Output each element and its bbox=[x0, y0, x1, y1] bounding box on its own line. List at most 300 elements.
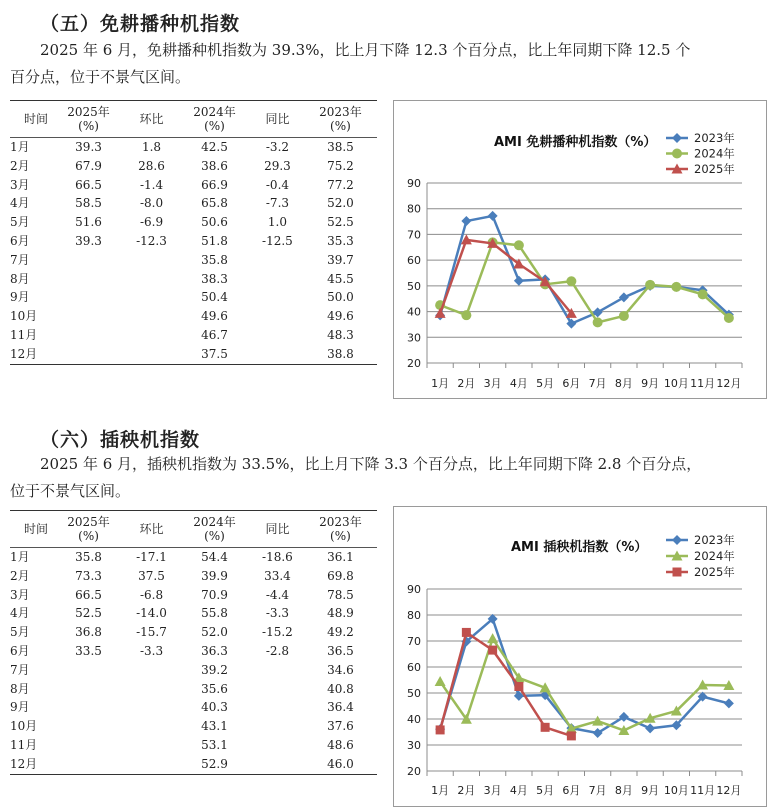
table-row bbox=[10, 567, 377, 586]
table-cell-value: 1.0 bbox=[267, 215, 287, 230]
column-header-label: 环比 bbox=[139, 112, 164, 126]
table-row bbox=[10, 326, 377, 345]
series-1 bbox=[435, 633, 735, 735]
column-header-label: 2025年 bbox=[67, 105, 110, 119]
table-cell-value: 46.0 bbox=[304, 755, 377, 774]
table-cell-value bbox=[52, 661, 125, 680]
x-tick-label: 4月 bbox=[509, 784, 528, 797]
data-point bbox=[672, 535, 682, 545]
table-cell-value: 66.5 bbox=[75, 177, 102, 192]
table-cell-value: 69.8 bbox=[327, 568, 354, 583]
x-tick-label: 2月 bbox=[457, 784, 476, 797]
table-cell-value bbox=[125, 307, 178, 326]
table-row bbox=[10, 251, 377, 270]
table-cell-value bbox=[125, 345, 178, 364]
legend-label: 2024年 bbox=[694, 146, 735, 161]
data-point bbox=[698, 289, 708, 299]
table-cell-value: 49.2 bbox=[327, 625, 354, 640]
table-cell-value: -2.8 bbox=[265, 643, 290, 658]
series-0 bbox=[435, 211, 734, 329]
table-cell-value bbox=[251, 661, 304, 680]
table-row bbox=[10, 270, 377, 289]
table-cell-value: 52.0 bbox=[201, 625, 228, 640]
column-header bbox=[304, 511, 377, 548]
table-cell-month: 3月 bbox=[10, 177, 30, 192]
table-cell-month: 1月 bbox=[10, 140, 30, 154]
table-cell-value: -18.6 bbox=[262, 550, 293, 564]
table-cell-value: -7.3 bbox=[265, 196, 290, 211]
column-header-label: 时间 bbox=[24, 522, 49, 536]
legend-item bbox=[666, 162, 735, 176]
legend-item bbox=[666, 147, 735, 161]
paragraph-line-1: 2025 年 6 月，插秧机指数为 33.5%，比上月下降 3.3 个百分点，比上年同期下降 2.8 个百分点， bbox=[40, 455, 702, 473]
table-cell-value: 1.8 bbox=[141, 140, 162, 154]
table-cell-value: 52.5 bbox=[75, 606, 102, 621]
column-header-label: 2023年 bbox=[319, 515, 362, 529]
table-cell-value: 36.8 bbox=[75, 625, 102, 640]
data-point bbox=[671, 282, 681, 292]
table-cell-value: 50.0 bbox=[327, 290, 354, 305]
y-tick-label: 60 bbox=[407, 254, 421, 268]
table-cell-value: 48.6 bbox=[327, 737, 354, 752]
table-cell-value: 38.8 bbox=[304, 345, 377, 364]
table-cell-month: 9月 bbox=[10, 290, 30, 305]
table-cell-value: 58.5 bbox=[75, 196, 102, 211]
table-cell-value bbox=[52, 270, 125, 289]
table-cell-month: 5月 bbox=[10, 215, 30, 230]
table-cell-value: -15.7 bbox=[136, 625, 167, 640]
y-tick-label: 90 bbox=[407, 583, 421, 596]
x-tick-label: 9月 bbox=[641, 784, 660, 797]
section-paragraph-5 bbox=[10, 37, 765, 91]
y-tick-label: 50 bbox=[407, 279, 421, 293]
y-tick-label: 70 bbox=[407, 635, 421, 648]
table-row bbox=[10, 548, 377, 567]
data-table-6 bbox=[10, 510, 377, 775]
paragraph-line-1: 2025 年 6 月，免耕播种机指数为 39.3%，比上月下降 12.3 个百分点，比上年同期下降 12.5 个 bbox=[40, 41, 691, 59]
x-tick-label: 1月 bbox=[431, 784, 450, 797]
y-tick-label: 50 bbox=[407, 687, 421, 700]
table-cell-value bbox=[125, 717, 178, 736]
table-cell-value: 52.9 bbox=[178, 755, 251, 774]
data-point bbox=[645, 280, 655, 290]
data-point bbox=[724, 313, 734, 323]
table-cell-value: 36.3 bbox=[201, 643, 228, 658]
data-point bbox=[645, 723, 655, 733]
y-tick-label: 80 bbox=[407, 609, 421, 622]
x-tick-label: 12月 bbox=[716, 377, 742, 390]
table-cell-value: 46.7 bbox=[201, 327, 228, 342]
table-cell-value bbox=[251, 717, 304, 736]
table-row bbox=[10, 586, 377, 605]
table-cell-month: 2月 bbox=[10, 568, 30, 583]
table-row bbox=[10, 157, 377, 176]
column-header bbox=[251, 101, 304, 138]
table-row bbox=[10, 194, 377, 213]
column-header-label: 同比 bbox=[265, 522, 290, 536]
chart-title: AMI 插秧机指数（%） bbox=[511, 540, 648, 555]
x-tick-label: 6月 bbox=[562, 377, 581, 390]
data-point bbox=[619, 311, 629, 321]
legend-label: 2025年 bbox=[694, 162, 735, 176]
table-cell-month: 10月 bbox=[10, 719, 38, 734]
table-cell-value: 73.3 bbox=[75, 568, 102, 583]
column-header-label: 环比 bbox=[139, 522, 164, 536]
table-row bbox=[10, 755, 377, 774]
table-cell-value: 48.9 bbox=[327, 606, 354, 621]
table-cell-value bbox=[125, 755, 178, 774]
y-tick-label: 60 bbox=[407, 661, 421, 674]
table-cell-value: 38.3 bbox=[201, 271, 228, 286]
table-cell-value: 34.6 bbox=[327, 662, 354, 677]
column-header-unit: (%) bbox=[78, 119, 99, 133]
chart-panel-5 bbox=[393, 100, 767, 399]
y-tick-label: 30 bbox=[407, 739, 421, 752]
line-chart-6 bbox=[394, 507, 766, 806]
table-row bbox=[10, 288, 377, 307]
table-cell-month: 9月 bbox=[10, 700, 30, 715]
table-cell-value bbox=[125, 661, 178, 680]
table-cell-value: 43.1 bbox=[201, 719, 228, 734]
column-header-unit: (%) bbox=[330, 119, 351, 133]
section-title-5: （五）免耕播种机指数 bbox=[40, 13, 241, 35]
table-cell-value bbox=[251, 307, 304, 326]
column-header bbox=[52, 511, 125, 548]
table-cell-value: 50.4 bbox=[201, 290, 228, 305]
legend-item bbox=[666, 533, 735, 547]
series-2 bbox=[436, 628, 576, 740]
table-cell-value bbox=[251, 326, 304, 345]
table-cell-value: 77.2 bbox=[327, 177, 354, 192]
table-row bbox=[10, 307, 377, 326]
paragraph-line-2: 位于不景气区间。 bbox=[10, 482, 131, 500]
legend-label: 2024年 bbox=[694, 549, 735, 563]
chart-panel-6 bbox=[393, 506, 767, 807]
data-point bbox=[567, 731, 576, 740]
table-row bbox=[10, 213, 377, 232]
table-cell-value: 50.6 bbox=[201, 215, 228, 230]
data-point bbox=[461, 216, 471, 226]
table-cell-value: 33.5 bbox=[75, 643, 102, 658]
table-cell-value: 37.5 bbox=[138, 568, 165, 583]
y-tick-label: 30 bbox=[407, 331, 421, 345]
table-row bbox=[10, 623, 377, 642]
y-tick-label: 80 bbox=[407, 202, 421, 216]
table-cell-value: 35.3 bbox=[327, 233, 354, 248]
column-header-label: 2024年 bbox=[193, 515, 236, 529]
table-cell-value bbox=[52, 251, 125, 270]
table-row bbox=[10, 138, 377, 157]
table-cell-value: 39.3 bbox=[75, 140, 102, 154]
table-cell-month: 3月 bbox=[10, 587, 30, 602]
table-cell-value bbox=[52, 717, 125, 736]
table-cell-value: 40.3 bbox=[201, 700, 228, 715]
legend-label: 2025年 bbox=[694, 565, 735, 579]
table-cell-value: -8.0 bbox=[139, 196, 164, 211]
table-cell-value: 45.5 bbox=[327, 271, 354, 286]
data-point bbox=[435, 308, 446, 318]
table-cell-month: 8月 bbox=[10, 681, 30, 696]
table-cell-value: 49.6 bbox=[201, 309, 228, 324]
table-cell-value bbox=[52, 326, 125, 345]
table-cell-value: 54.4 bbox=[201, 550, 228, 564]
data-point bbox=[592, 716, 603, 726]
x-tick-label: 3月 bbox=[483, 377, 502, 390]
column-header bbox=[251, 511, 304, 548]
x-tick-label: 10月 bbox=[663, 784, 689, 797]
data-point bbox=[514, 276, 524, 286]
data-point bbox=[541, 723, 550, 732]
table-cell-value bbox=[251, 251, 304, 270]
table-cell-value: 48.3 bbox=[327, 327, 354, 342]
column-header bbox=[52, 101, 125, 138]
table-cell-value: 33.4 bbox=[264, 568, 291, 583]
legend-label: 2023年 bbox=[694, 533, 735, 547]
legend-label: 2023年 bbox=[694, 131, 735, 145]
data-point bbox=[514, 682, 523, 691]
table-cell-month: 10月 bbox=[10, 309, 38, 324]
x-tick-label: 4月 bbox=[509, 377, 528, 390]
column-header bbox=[304, 101, 377, 138]
table-row bbox=[10, 604, 377, 623]
series-1 bbox=[435, 237, 734, 327]
table-cell-value: 39.7 bbox=[327, 252, 354, 267]
column-header-label: 2025年 bbox=[67, 515, 110, 529]
table-cell-value: 52.5 bbox=[327, 215, 354, 230]
section-title-6: （六）插秧机指数 bbox=[40, 429, 201, 451]
series-line bbox=[440, 619, 729, 733]
data-point bbox=[566, 276, 576, 286]
x-tick-label: 2月 bbox=[457, 377, 476, 390]
table-cell-value: -4.4 bbox=[265, 587, 290, 602]
table-cell-value: 78.5 bbox=[327, 587, 354, 602]
table-cell-value: 39.9 bbox=[201, 568, 228, 583]
data-point bbox=[488, 646, 497, 655]
data-point bbox=[487, 633, 498, 643]
table-cell-value: 35.8 bbox=[201, 252, 228, 267]
y-tick-label: 20 bbox=[407, 357, 421, 370]
data-point bbox=[514, 240, 524, 250]
table-cell-value: 37.6 bbox=[327, 719, 354, 734]
table-row bbox=[10, 345, 377, 364]
x-tick-label: 5月 bbox=[536, 784, 555, 797]
data-point bbox=[724, 698, 734, 708]
table-cell-month: 4月 bbox=[10, 196, 30, 211]
table-cell-value: -3.3 bbox=[265, 606, 290, 621]
table-cell-value bbox=[52, 680, 125, 699]
table-cell-value: 53.1 bbox=[201, 737, 228, 752]
table-cell-month: 8月 bbox=[10, 271, 30, 286]
table-cell-value bbox=[125, 251, 178, 270]
table-cell-value bbox=[251, 288, 304, 307]
x-tick-label: 5月 bbox=[536, 377, 555, 390]
table-cell-value bbox=[125, 270, 178, 289]
table-cell-value: 28.6 bbox=[138, 158, 165, 173]
table-cell-value bbox=[52, 698, 125, 717]
section-paragraph-6 bbox=[10, 451, 765, 505]
table-cell-value: -0.4 bbox=[265, 177, 290, 192]
table-cell-value: -17.1 bbox=[136, 550, 167, 564]
table-cell-value: 55.8 bbox=[201, 606, 228, 621]
table-cell-value: 37.5 bbox=[178, 345, 251, 364]
table-cell-value: 38.5 bbox=[327, 140, 354, 154]
x-tick-label: 9月 bbox=[641, 377, 660, 390]
x-tick-label: 12月 bbox=[716, 784, 742, 797]
table-cell-value: 66.5 bbox=[75, 587, 102, 602]
column-header bbox=[125, 511, 178, 548]
table-cell-month: 11月 bbox=[10, 737, 38, 752]
table-cell-value: -12.3 bbox=[136, 233, 167, 248]
table-cell-month: 12月 bbox=[10, 345, 52, 364]
table-cell-value: 38.6 bbox=[201, 158, 228, 173]
data-table-5 bbox=[10, 100, 377, 365]
data-point bbox=[672, 149, 682, 159]
y-tick-label: 40 bbox=[407, 305, 421, 319]
table-row bbox=[10, 680, 377, 699]
table-cell-value: -12.5 bbox=[262, 233, 293, 248]
table-cell-month: 7月 bbox=[10, 252, 30, 267]
table-cell-month: 6月 bbox=[10, 233, 30, 248]
table-cell-value bbox=[251, 270, 304, 289]
table-cell-value: 40.8 bbox=[327, 681, 354, 696]
table-cell-value: 35.8 bbox=[75, 550, 102, 564]
table-cell-value: -15.2 bbox=[262, 625, 293, 640]
x-tick-label: 7月 bbox=[588, 377, 607, 390]
table-cell-value bbox=[52, 755, 125, 774]
table-cell-value bbox=[251, 698, 304, 717]
table-cell-month: 2月 bbox=[10, 158, 30, 173]
x-tick-label: 6月 bbox=[562, 784, 581, 797]
table-cell-month: 11月 bbox=[10, 327, 38, 342]
x-tick-label: 11月 bbox=[690, 784, 716, 797]
table-row bbox=[10, 698, 377, 717]
table-cell-month: 12月 bbox=[10, 755, 52, 774]
table-cell-month: 1月 bbox=[10, 550, 30, 564]
column-header-unit: (%) bbox=[78, 529, 99, 543]
data-point bbox=[435, 676, 446, 686]
table-cell-value bbox=[125, 288, 178, 307]
table-row bbox=[10, 176, 377, 195]
legend-item bbox=[666, 565, 735, 579]
table-row bbox=[10, 661, 377, 680]
table-row bbox=[10, 232, 377, 251]
column-header bbox=[178, 101, 251, 138]
table-cell-value: 42.5 bbox=[201, 140, 228, 154]
x-tick-label: 7月 bbox=[588, 784, 607, 797]
column-header bbox=[125, 101, 178, 138]
column-header bbox=[10, 101, 52, 138]
y-tick-label: 90 bbox=[407, 177, 421, 190]
column-header-label: 时间 bbox=[24, 112, 49, 126]
data-point bbox=[672, 133, 682, 143]
x-tick-label: 1月 bbox=[431, 377, 450, 390]
table-row bbox=[10, 736, 377, 755]
table-cell-value bbox=[125, 698, 178, 717]
table-cell-value: -6.8 bbox=[139, 587, 164, 602]
column-header-label: 同比 bbox=[265, 112, 290, 126]
data-point bbox=[461, 310, 471, 320]
x-tick-label: 8月 bbox=[614, 377, 633, 390]
table-cell-value: 35.6 bbox=[201, 681, 228, 696]
legend-item bbox=[666, 131, 735, 145]
table-cell-value: -3.2 bbox=[265, 140, 290, 154]
table-cell-value bbox=[52, 307, 125, 326]
table-cell-value bbox=[125, 326, 178, 345]
chart-title: AMI 免耕播种机指数（%） bbox=[494, 135, 657, 150]
table-header-row bbox=[10, 101, 377, 138]
table-row bbox=[10, 717, 377, 736]
y-tick-label: 40 bbox=[407, 713, 421, 726]
table-cell-value: 66.9 bbox=[201, 177, 228, 192]
line-chart-5 bbox=[394, 101, 766, 398]
table-cell-value: 51.6 bbox=[75, 215, 102, 230]
legend-item bbox=[666, 549, 735, 563]
table-cell-value bbox=[251, 736, 304, 755]
table-cell-value bbox=[251, 345, 304, 364]
column-header-unit: (%) bbox=[204, 529, 225, 543]
series-line bbox=[440, 242, 729, 322]
table-cell-month: 6月 bbox=[10, 643, 30, 658]
table-cell-value: 65.8 bbox=[201, 196, 228, 211]
column-header bbox=[10, 511, 52, 548]
table-cell-value: 36.1 bbox=[327, 550, 354, 564]
column-header-unit: (%) bbox=[204, 119, 225, 133]
table-header-row bbox=[10, 511, 377, 548]
table-row bbox=[10, 642, 377, 661]
table-cell-value: 67.9 bbox=[75, 158, 102, 173]
y-tick-label: 20 bbox=[407, 765, 421, 778]
table-cell-value: 39.3 bbox=[75, 233, 102, 248]
column-header-label: 2023年 bbox=[319, 105, 362, 119]
table-cell-value bbox=[52, 288, 125, 307]
table-cell-value: 75.2 bbox=[327, 158, 354, 173]
table-cell-month: 7月 bbox=[10, 662, 30, 677]
table-cell-value: -3.3 bbox=[139, 643, 164, 658]
data-point bbox=[462, 628, 471, 637]
data-point bbox=[593, 317, 603, 327]
table-cell-value: 29.3 bbox=[264, 158, 291, 173]
table-cell-value bbox=[52, 345, 125, 364]
table-cell-value: 36.5 bbox=[327, 643, 354, 658]
table-cell-value: -1.4 bbox=[139, 177, 164, 192]
data-point bbox=[436, 725, 445, 734]
data-point bbox=[488, 211, 498, 221]
table-cell-value: 70.9 bbox=[201, 587, 228, 602]
table-cell-month: 4月 bbox=[10, 606, 30, 621]
x-tick-label: 11月 bbox=[690, 377, 716, 390]
paragraph-line-2: 百分点，位于不景气区间。 bbox=[10, 68, 191, 86]
data-point bbox=[619, 292, 629, 302]
table-cell-value: 51.8 bbox=[201, 233, 228, 248]
table-cell-value: -14.0 bbox=[136, 606, 167, 621]
table-cell-value bbox=[251, 680, 304, 699]
table-cell-value bbox=[125, 680, 178, 699]
table-cell-value: -6.9 bbox=[139, 215, 164, 230]
x-tick-label: 3月 bbox=[483, 784, 502, 797]
column-header bbox=[178, 511, 251, 548]
table-cell-value: 36.4 bbox=[327, 700, 354, 715]
column-header-unit: (%) bbox=[330, 529, 351, 543]
table-cell-month: 5月 bbox=[10, 625, 30, 640]
table-cell-value bbox=[52, 736, 125, 755]
x-tick-label: 10月 bbox=[663, 377, 689, 390]
column-header-label: 2024年 bbox=[193, 105, 236, 119]
x-tick-label: 8月 bbox=[614, 784, 633, 797]
data-point bbox=[673, 568, 682, 577]
table-cell-value bbox=[125, 736, 178, 755]
table-cell-value: 52.0 bbox=[327, 196, 354, 211]
table-cell-value bbox=[251, 755, 304, 774]
